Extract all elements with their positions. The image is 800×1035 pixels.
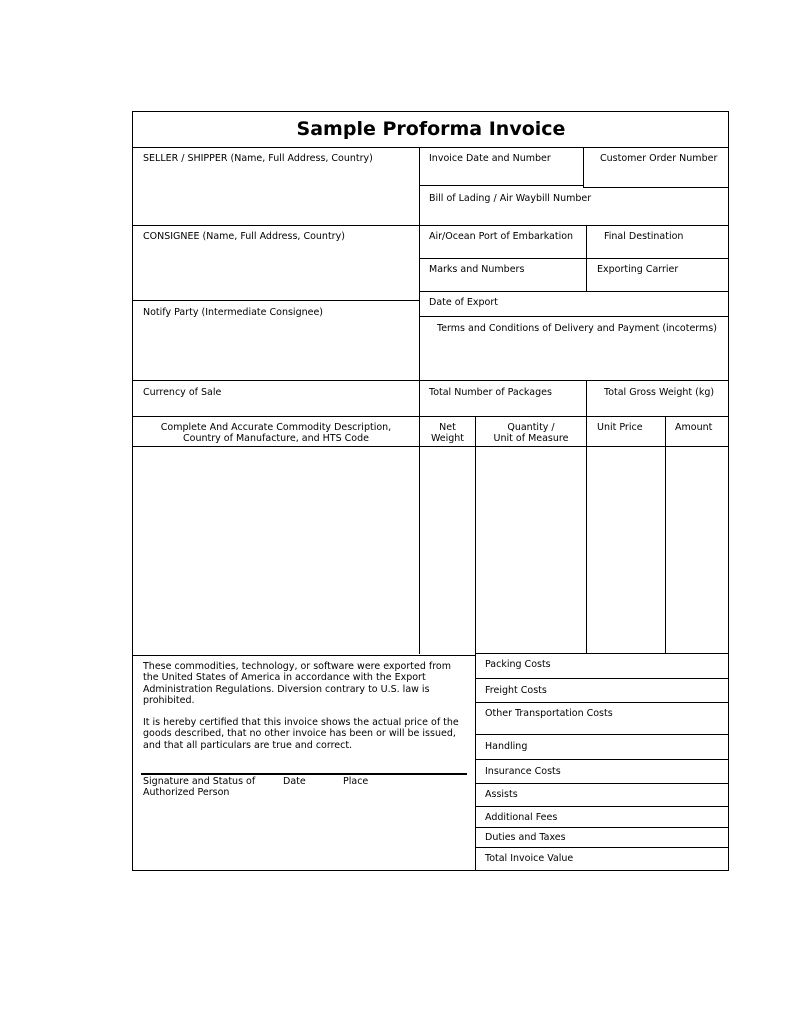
signature-date-label: Date (283, 776, 306, 787)
cost-duties-taxes[interactable]: Duties and Taxes (485, 832, 566, 843)
port-of-embarkation-field[interactable]: Air/Ocean Port of Embarkation (429, 231, 574, 242)
divider-cost-1 (475, 678, 729, 679)
divider-cost-6 (475, 806, 729, 807)
invoice-date-number-field[interactable]: Invoice Date and Number (429, 153, 551, 164)
certification-statement: It is hereby certified that this invoice shows the actual price of the goods described, that no other invoice has been or will be issued, and that all particulars are true and correct. (143, 717, 459, 751)
customer-order-number-field[interactable]: Customer Order Number (600, 153, 718, 164)
date-of-export-field[interactable]: Date of Export (429, 297, 499, 308)
header-net-line2: Weight (430, 433, 465, 444)
divider-consignee-bottom (132, 300, 419, 301)
divider-customer-order-bottom (583, 187, 729, 188)
export-statement: These commodities, technology, or software were exported from the United States of America in accordance with the Export Administration Regulations. Diversion contrary to U.S. law is prohibited. (143, 661, 452, 707)
divider-date-export-bottom (419, 316, 729, 317)
divider-table-header-top (132, 416, 729, 417)
exporting-carrier-field[interactable]: Exporting Carrier (597, 264, 679, 275)
divider-table-header-bottom (132, 446, 729, 447)
cost-handling[interactable]: Handling (485, 741, 528, 752)
header-description-line1: Complete And Accurate Commodity Description, (160, 422, 392, 433)
divider-cost-2 (475, 702, 729, 703)
seller-field[interactable]: SELLER / SHIPPER (Name, Full Address, Country) (143, 153, 373, 164)
cost-additional-fees[interactable]: Additional Fees (485, 812, 558, 823)
border-bottom (132, 870, 729, 871)
header-amount: Amount (675, 422, 713, 433)
cost-packing[interactable]: Packing Costs (485, 659, 551, 670)
page-title: Sample Proforma Invoice (296, 118, 566, 140)
divider-cost-8 (475, 847, 729, 848)
divider-cost-5 (475, 783, 729, 784)
total-packages-field[interactable]: Total Number of Packages (429, 387, 552, 398)
divider-invoice-date-bottom (419, 185, 583, 186)
header-net-line1: Net (439, 422, 456, 433)
divider-port-destination (586, 225, 587, 291)
divider-currency-top (132, 380, 729, 381)
divider-main-vertical (419, 147, 420, 654)
divider-port-bottom (419, 258, 729, 259)
divider-invoice-customer (583, 147, 584, 187)
final-destination-field[interactable]: Final Destination (604, 231, 684, 242)
signature-place-label: Place (343, 776, 369, 787)
divider-net-quantity (475, 416, 476, 871)
terms-field[interactable]: Terms and Conditions of Delivery and Payment (incoterms) (437, 323, 717, 334)
signature-label-line2: Authorized Person (143, 787, 230, 798)
signature-label-line1: Signature and Status of (143, 776, 256, 787)
divider-table-bottom-right (475, 653, 729, 654)
divider-cost-7 (475, 827, 729, 828)
divider-title (132, 147, 729, 148)
divider-cost-4 (475, 759, 729, 760)
divider-quantity-price (586, 416, 587, 654)
divider-cost-3 (475, 734, 729, 735)
divider-seller-bottom (132, 225, 419, 226)
cost-assists[interactable]: Assists (485, 789, 518, 800)
divider-price-amount (665, 416, 666, 654)
border-top (132, 111, 729, 112)
cost-total-invoice-value[interactable]: Total Invoice Value (485, 853, 574, 864)
consignee-field[interactable]: CONSIGNEE (Name, Full Address, Country) (143, 231, 345, 242)
divider-bill-bottom (419, 225, 729, 226)
header-description-line2: Country of Manufacture, and HTS Code (183, 433, 369, 444)
divider-marks-bottom (419, 291, 729, 292)
total-gross-weight-field[interactable]: Total Gross Weight (kg) (604, 387, 715, 398)
marks-numbers-field[interactable]: Marks and Numbers (429, 264, 525, 275)
divider-table-bottom-left (132, 655, 475, 656)
divider-packages-weight (586, 380, 587, 416)
signature-line (141, 773, 467, 775)
currency-field[interactable]: Currency of Sale (143, 387, 222, 398)
cost-other-transportation[interactable]: Other Transportation Costs (485, 708, 613, 719)
header-quantity-line1: Quantity / (507, 422, 555, 433)
notify-party-field[interactable]: Notify Party (Intermediate Consignee) (143, 307, 324, 318)
header-unit-price: Unit Price (597, 422, 643, 433)
header-quantity-line2: Unit of Measure (493, 433, 569, 444)
bill-of-lading-field[interactable]: Bill of Lading / Air Waybill Number (429, 193, 592, 204)
cost-freight[interactable]: Freight Costs (485, 685, 547, 696)
cost-insurance[interactable]: Insurance Costs (485, 766, 561, 777)
